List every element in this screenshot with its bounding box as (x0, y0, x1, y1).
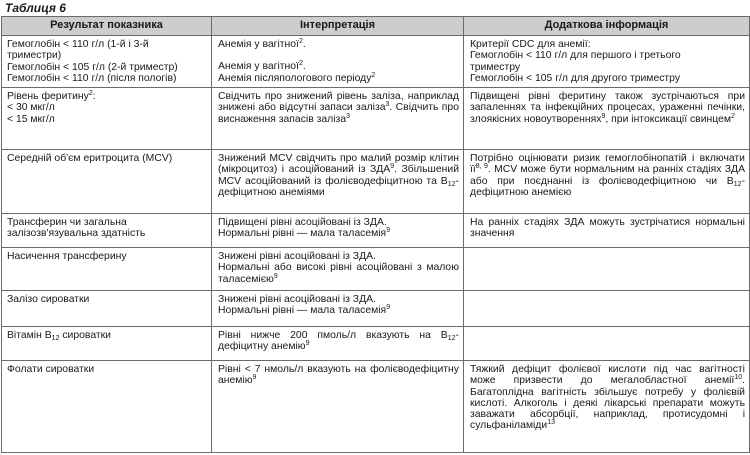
ref-marker: 3 (346, 112, 350, 120)
table-row (2, 88, 750, 150)
cell-interpretation: Знижені рівні асоційовані із ЗДА. Нормальні або високі рівні асоційовані з малою таласемією$^9$ (212, 248, 464, 291)
table-row (2, 150, 750, 214)
ref-marker: 3 (385, 101, 390, 109)
cell-interpretation (212, 214, 464, 248)
ref-marker: 9 (252, 374, 257, 382)
table-caption: Таблиця 6 (5, 1, 66, 15)
indicator-line: < 15 мкг/л (7, 113, 55, 125)
cell-interpretation (212, 36, 464, 88)
interp-line: Знижені рівні асоційовані із ЗДА. (218, 251, 376, 262)
subscript: 12 (447, 335, 456, 342)
cell-additional-info: Тяжкий дефіцит фолієвої кислоти під час вагітності може призвести до мегалобластної анемії$^{10}$. Багатоплідна вагітність збільшує потребу у фолієвій кислоті. Алкоголь і деякі лікарські препарати можуть заважати абсорбції, наприклад, протисудомні і сульфаніламіди$^{13}$ (464, 361, 750, 453)
indicator-line: триместри) (7, 50, 62, 62)
cell-indicator (2, 88, 212, 150)
table-header-row (2, 17, 750, 36)
ref-marker: 2 (88, 90, 93, 97)
ref-marker: 13 (547, 419, 555, 427)
interp-line: Знижені рівні асоційовані із ЗДА. (218, 294, 376, 305)
cell-additional-info: Потрібно оцінювати ризик гемоглобінопатій і включати її$^{8, 9}$. MCV може бути нормальним на ранніх стадіях ЗДА або при поєднанні із фолієводефіцитною чи $B_{12}$-дефіцитною анемією (464, 150, 750, 214)
ref-marker: 9 (386, 227, 391, 235)
cell-additional-info (464, 36, 750, 88)
ref-marker: 9 (386, 304, 391, 312)
indicator-line: Гемоглобін < 110 г/л (1-й і 3-й (7, 39, 149, 50)
extra-line: Критерії CDC для анемії: (470, 39, 591, 50)
indicator-line: залізозв'язувальна здатність (7, 228, 146, 240)
indicator-line: Гемоглобін < 110 г/л (після пологів) (7, 72, 177, 84)
subscript: 12 (447, 180, 456, 188)
cell-additional-info (464, 291, 750, 327)
indicator-line: < 30 мкг/л (7, 102, 55, 114)
table-row (2, 36, 750, 88)
cell-indicator (2, 214, 212, 248)
table-row (2, 248, 750, 291)
ref-marker: 2 (731, 112, 735, 120)
ref-marker: 9 (390, 163, 395, 171)
extra-line: Гемоглобін < 110 г/л для першого і третього (470, 50, 681, 62)
interp-line: Нормальні рівні — мала таласемія$^9$ (218, 304, 391, 317)
interp-line: Анемія післяпологового періоду$^2$ (218, 71, 376, 84)
cell-indicator: Середній об'єм еритроцита (MCV) (2, 150, 212, 214)
ref-marker: 2 (371, 71, 376, 79)
cell-indicator (2, 36, 212, 88)
cell-interpretation: Рівні нижче 200 пмоль/л вказують на $B_{12}$-дефіцитну анемію$^9$ (212, 327, 464, 361)
ref-marker: 9 (305, 340, 310, 348)
cell-indicator: Фолати сироватки (2, 361, 212, 453)
table-row (2, 214, 750, 248)
ref-marker: 8, 9 (475, 163, 488, 171)
cell-additional-info (464, 327, 750, 361)
interp-line: Анемія у вагітної$^2$. (218, 38, 306, 50)
interp-line: Підвищені рівні асоційовані із ЗДА. (218, 217, 387, 228)
interp-line: Нормальні рівні — мала таласемія$^9$ (218, 227, 391, 240)
cell-additional-info: Підвищені рівні феритину також зустрічаються при запаленнях та інфекційних процесах, ураженні печінки, злоякісних новоутвореннях$^9$, при інтоксикації свинцем$^2$ (464, 88, 750, 150)
extra-line: Гемоглобін < 105 г/л для другого триместру (470, 72, 681, 84)
cell-interpretation: Знижений MCV свідчить про малий розмір клітин (мікроцитоз) і асоційований із ЗДА$^9$. Збільшений MCV асоційований із фолієводефіцитною та $B_{12}$-дефіцитною анеміями (212, 150, 464, 214)
table-row (2, 361, 750, 453)
cell-interpretation (212, 291, 464, 327)
extra-line: триместру (470, 61, 521, 73)
subscript: 12 (733, 180, 742, 188)
ref-marker: 10 (734, 374, 743, 382)
cell-indicator: Вітамін $B_{12}$ сироватки (2, 327, 212, 361)
cell-interpretation: Свідчить про знижений рівень заліза, наприклад знижені або відсутні запаси заліза$^3$. Свідчить про виснаження запасів заліза$^3$ (212, 88, 464, 150)
indicator-line: Рівень феритину$^2$: (7, 90, 96, 102)
header-interpretation: Інтерпретація (212, 17, 464, 36)
cell-indicator: Насичення трансферину (2, 248, 212, 291)
subscript: 12 (51, 335, 60, 342)
cell-additional-info (464, 248, 750, 291)
indicator-line: Трансферин чи загальна (7, 217, 127, 228)
cell-indicator: Залізо сироватки (2, 291, 212, 327)
cell-interpretation: Рівні < 7 нмоль/л вказують на фолієводефіцитну анемію$^9$ (212, 361, 464, 453)
interp-line: Анемія у вагітної$^2$. (218, 60, 306, 73)
indicator-line: Гемоглобін < 105 г/л (2-й триместр) (7, 61, 178, 73)
header-indicator: Результат показника (2, 17, 212, 36)
table-row (2, 291, 750, 327)
lab-results-table (1, 16, 750, 453)
table-row (2, 327, 750, 361)
ref-marker: 2 (298, 38, 303, 45)
ref-marker: 2 (298, 60, 303, 68)
header-additional-info: Додаткова інформація (464, 17, 750, 36)
cell-additional-info: На ранніх стадіях ЗДА можуть зустрічатися нормальні значення (464, 214, 750, 248)
ref-marker: 9 (601, 112, 606, 120)
ref-marker: 9 (273, 272, 278, 280)
